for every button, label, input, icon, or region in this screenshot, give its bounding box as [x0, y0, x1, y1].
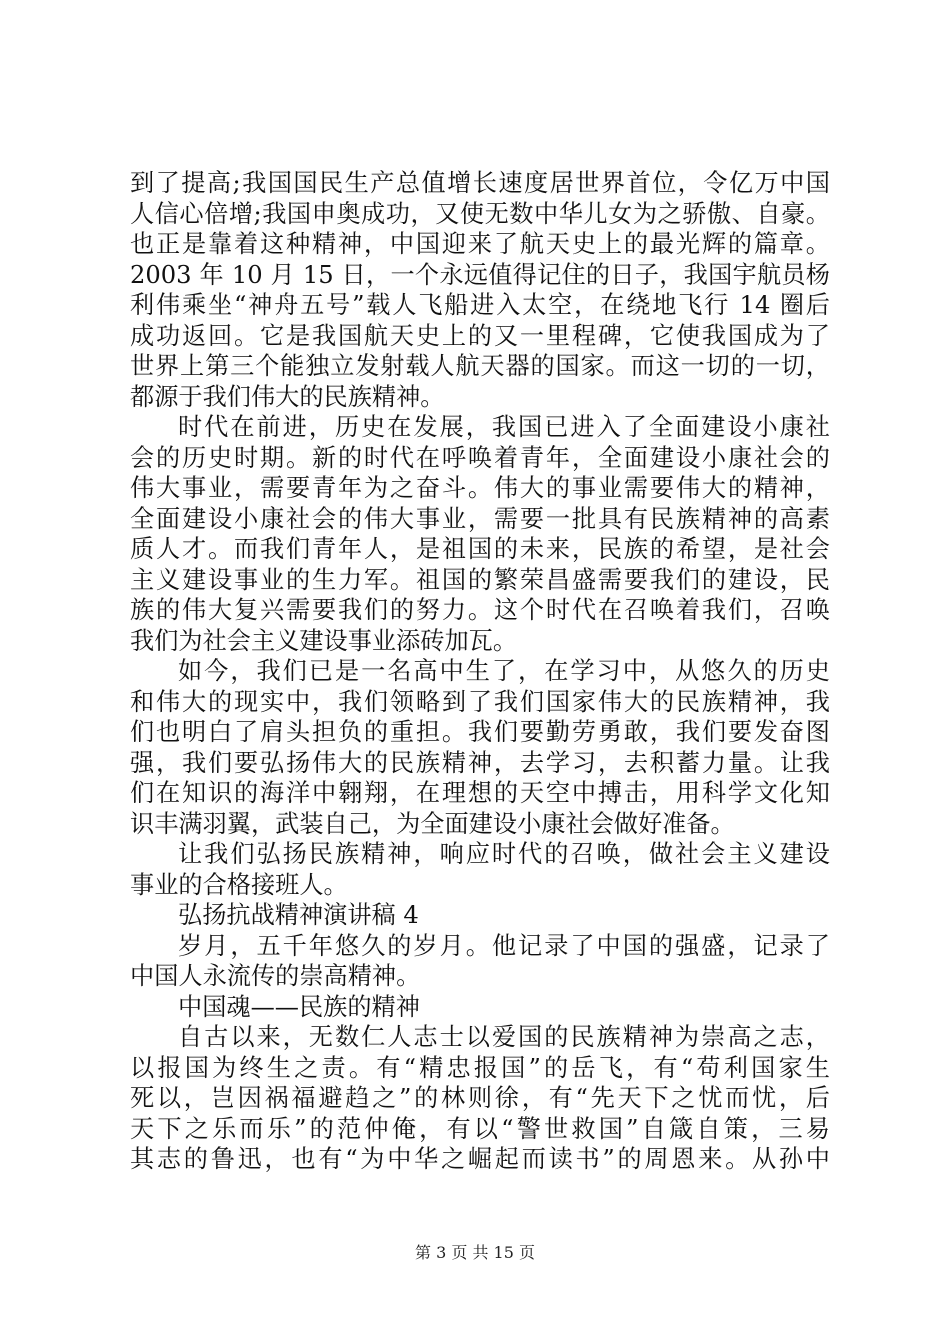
text-line: 其志的鲁迅，也有“为中华之崛起而读书”的周恩来。从孙中	[130, 1145, 830, 1173]
text-line: 伟大事业，需要青年为之奋斗。伟大的事业需要伟大的精神，	[130, 474, 830, 502]
text-line: 岁月，五千年悠久的岁月。他记录了中国的强盛，记录了	[178, 931, 830, 960]
text-line: 会的历史时期。新的时代在呼唤着青年，全面建设小康社会的	[130, 443, 830, 472]
text-line: 中国人永流传的崇高精神。	[130, 962, 421, 990]
document-body	[130, 168, 830, 1175]
text-line: 也正是靠着这种精神，中国迎来了航天史上的最光辉的篇章。	[130, 230, 830, 258]
text-line: 全面建设小康社会的伟大事业，需要一批具有民族精神的高素	[130, 504, 830, 533]
text-line: 质人才。而我们青年人，是祖国的未来，民族的希望，是社会	[130, 535, 830, 563]
text-line: 自古以来，无数仁人志士以爱国的民族精神为崇高之志，	[178, 1023, 830, 1051]
text-line: 成功返回。它是我国航天史上的又一里程碑，它使我国成为了	[130, 321, 830, 350]
text-line: 主义建设事业的生力军。祖国的繁荣昌盛需要我们的建设，民	[130, 565, 830, 594]
text-line: 以报国为终生之责。有“精忠报国”的岳飞，有“苟利国家生	[130, 1053, 830, 1082]
text-line: 们也明白了肩头担负的重担。我们要勤劳勇敢，我们要发奋图	[130, 718, 830, 746]
text-line: 们在知识的海洋中翱翔，在理想的天空中搏击，用科学文化知	[130, 779, 830, 807]
text-line: 利伟乘坐“神舟五号”载人飞船进入太空，在绕地飞行 14 圈后	[130, 291, 830, 319]
text-line: 天下之乐而乐”的范仲俺，有以“警世救国”自箴自策，三易	[130, 1114, 830, 1143]
page-footer: 第 3 页 共 15 页	[415, 1243, 535, 1262]
text-line: 弘扬抗战精神演讲稿 4	[178, 901, 419, 929]
text-line: 族的伟大复兴需要我们的努力。这个时代在召唤着我们，召唤	[130, 596, 830, 624]
text-line: 和伟大的现实中，我们领略到了我们国家伟大的民族精神，我	[130, 687, 830, 716]
text-line: 都源于我们伟大的民族精神。	[130, 382, 445, 411]
text-line: 中国魂——民族的精神	[178, 992, 420, 1021]
text-line: 强，我们要弘扬伟大的民族精神，去学习，去积蓄力量。让我	[130, 748, 830, 777]
text-line: 事业的合格接班人。	[130, 870, 348, 899]
text-line: 到了提高;我国国民生产总值增长速度居世界首位，令亿万中国	[130, 169, 830, 197]
text-line: 让我们弘扬民族精神，响应时代的召唤，做社会主义建设	[178, 840, 830, 868]
text-line: 我们为社会主义建设事业添砖加瓦。	[130, 626, 518, 655]
text-line: 识丰满羽翼，武装自己，为全面建设小康社会做好准备。	[130, 809, 735, 838]
text-line: 人信心倍增;我国申奥成功，又使无数中华儿女为之骄傲、自豪。	[130, 199, 830, 228]
text-line: 死以，岂因祸福避趋之”的林则徐，有“先天下之忧而忧，后	[130, 1084, 830, 1112]
text-line: 如今，我们已是一名高中生了，在学习中，从悠久的历史	[178, 657, 830, 685]
text-line: 世界上第三个能独立发射载人航天器的国家。而这一切的一切，	[130, 352, 830, 380]
text-line: 时代在前进，历史在发展，我国已进入了全面建设小康社	[178, 413, 830, 441]
text-line: 2003 年 10 月 15 日，一个永远值得记住的日子，我国宇航员杨	[130, 260, 830, 289]
